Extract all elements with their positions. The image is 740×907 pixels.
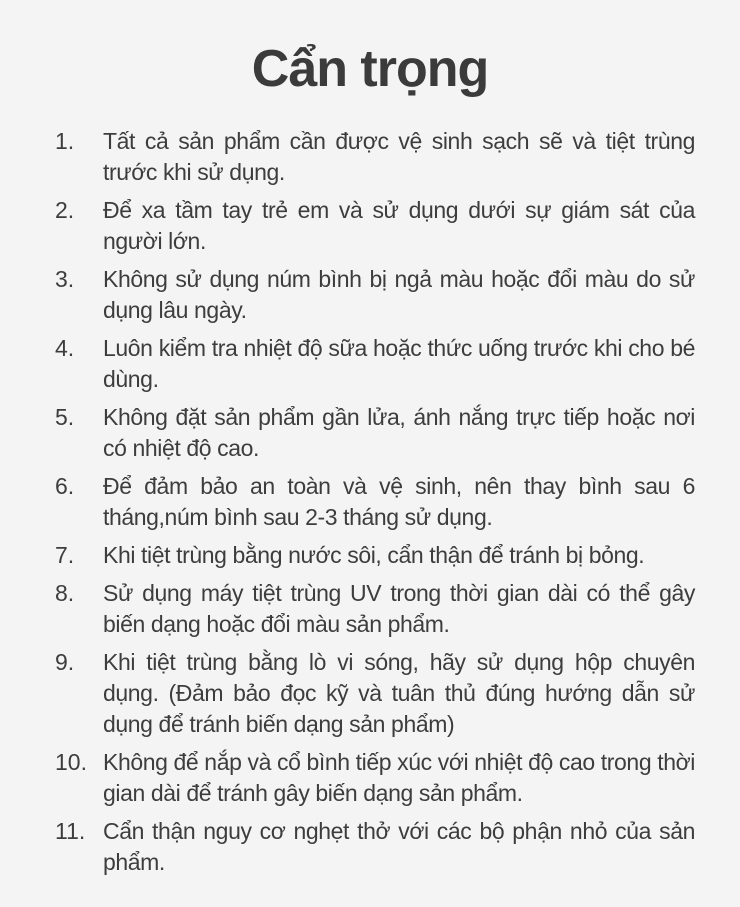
item-number: 10. xyxy=(55,749,87,775)
item-text: Sử dụng máy tiệt trùng UV trong thời gian dài có thể gây biến dạng hoặc đổi màu sản phẩm. xyxy=(103,580,695,637)
list-item xyxy=(55,471,695,533)
list-item xyxy=(55,816,695,878)
item-number: 5. xyxy=(55,404,75,430)
item-number: 4. xyxy=(55,335,75,361)
list-item xyxy=(55,126,695,188)
item-number: 8. xyxy=(55,580,75,606)
item-text: Không để nắp và cổ bình tiếp xúc với nhiệt độ cao trong thời gian dài để tránh gây biến dạng sản phẩm. xyxy=(103,749,695,806)
item-number: 7. xyxy=(55,542,75,568)
list-item xyxy=(55,333,695,395)
caution-list xyxy=(55,126,695,885)
item-number: 11. xyxy=(55,818,86,844)
list-item xyxy=(55,264,695,326)
list-item xyxy=(55,540,695,571)
item-text: Tất cả sản phẩm cần được vệ sinh sạch sẽ và tiệt trùng trước khi sử dụng. xyxy=(103,128,695,185)
list-item xyxy=(55,578,695,640)
list-item xyxy=(55,402,695,464)
item-text: Cẩn thận nguy cơ nghẹt thở với các bộ phận nhỏ của sản phẩm. xyxy=(103,818,695,875)
list-item xyxy=(55,647,695,740)
item-text: Không đặt sản phẩm gần lửa, ánh nắng trực tiếp hoặc nơi có nhiệt độ cao. xyxy=(103,404,695,461)
item-number: 1. xyxy=(55,128,75,154)
item-text: Để xa tầm tay trẻ em và sử dụng dưới sự giám sát của người lớn. xyxy=(103,197,695,254)
page-title: Cẩn trọng xyxy=(251,40,489,98)
item-text: Không sử dụng núm bình bị ngả màu hoặc đổi màu do sử dụng lâu ngày. xyxy=(103,266,695,323)
item-number: 2. xyxy=(55,197,75,223)
item-number: 6. xyxy=(55,473,75,499)
item-text: Luôn kiểm tra nhiệt độ sữa hoặc thức uống trước khi cho bé dùng. xyxy=(103,335,695,392)
list-item xyxy=(55,195,695,257)
item-number: 3. xyxy=(55,266,75,292)
list-item xyxy=(55,747,695,809)
item-number: 9. xyxy=(55,649,75,675)
item-text: Để đảm bảo an toàn và vệ sinh, nên thay bình sau 6 tháng,núm bình sau 2-3 tháng sử dụng. xyxy=(103,473,695,530)
item-text: Khi tiệt trùng bằng nước sôi, cẩn thận để tránh bị bỏng. xyxy=(103,542,645,568)
item-text: Khi tiệt trùng bằng lò vi sóng, hãy sử dụng hộp chuyên dụng. (Đảm bảo đọc kỹ và tuân thủ đúng hướng dẫn sử dụng để tránh biến dạng sản phẩm) xyxy=(103,649,695,737)
